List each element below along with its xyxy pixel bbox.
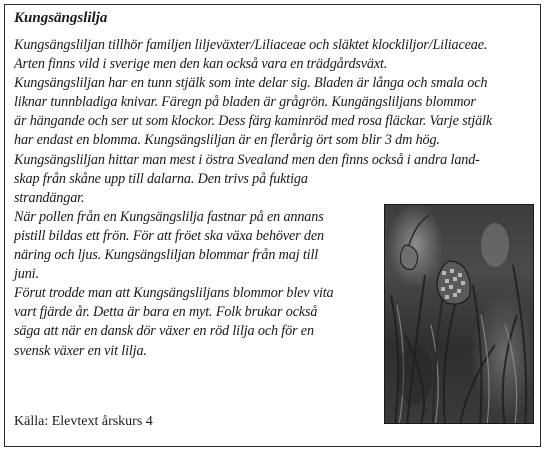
body-line: näring och ljus. Kungsängsliljan blommar från maj till: [14, 247, 319, 264]
body-line: är hängande och ser ut som klockor. Dess färg kaminröd med rosa fläckar. Varje stjälk: [14, 113, 492, 130]
body-line: strandängar.: [14, 189, 85, 206]
fritillary-illustration: [385, 205, 534, 424]
body-line: Förut trodde man att Kungsängsliljans blommor blev vita: [14, 285, 334, 302]
body-line: När pollen från en Kungsängslilja fastnar på en annans: [14, 208, 324, 225]
body-line: Kungsängsliljan har en tunn stjälk som inte delar sig. Bladen är långa och smala och: [14, 75, 488, 92]
body-line: har endast en blomma. Kungsängsliljan är en flerårig ört som blir 3 dm hög.: [14, 132, 440, 149]
fritillary-photo: [384, 204, 534, 424]
body-line: Kungsängsliljan tillhör familjen liljeväxter/Liliaceae och släktet klockliljor/Liliaceae.: [14, 37, 488, 53]
document-title: Kungsängslilja: [14, 10, 108, 26]
body-line: vart fjärde år. Detta är bara en myt. Folk brukar också: [14, 304, 318, 321]
body-line: svensk växer en vit lilja.: [14, 342, 147, 359]
body-line: liknar tunnbladiga knivar. Färegn på bladen är grågrön. Kungängsliljans blommor: [14, 94, 476, 111]
body-line: Arten finns vild i sverige men den kan också vara en trädgårdsväxt.: [14, 56, 388, 73]
body-line: juni.: [14, 266, 39, 283]
body-line: skap från skåne upp till dalarna. Den trivs på fuktiga: [14, 170, 308, 187]
body-line: säga att när en dansk dör växer en röd lilja och för en: [14, 323, 314, 340]
source-credit: Källa: Elevtext årskurs 4: [14, 414, 153, 429]
body-line: pistill bildas ett frön. För att fröet ska växa behöver den: [14, 227, 324, 244]
body-line: Kungsängsliljan hittar man mest i östra Svealand men den finns också i andra land-: [14, 151, 480, 168]
